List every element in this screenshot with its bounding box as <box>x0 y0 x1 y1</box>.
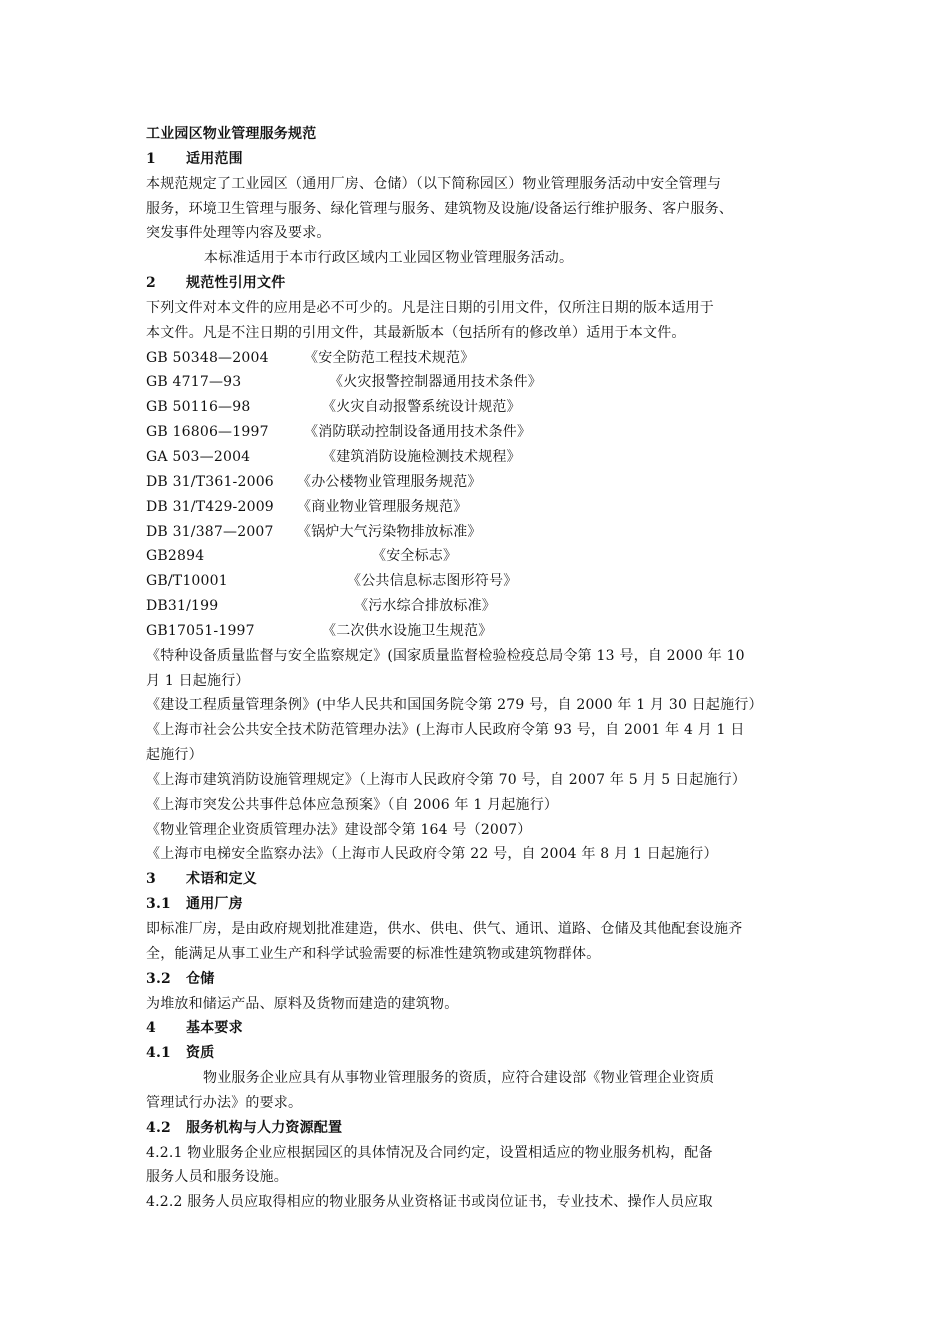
paragraph-line: 服务，环境卫生管理与服务、绿化管理与服务、建筑物及设施/设备运行维护服务、客户服务、 <box>146 200 734 217</box>
regulation-line: 起施行） <box>146 747 203 764</box>
section-number: 3.1 <box>146 896 171 913</box>
reference-item <box>146 346 812 371</box>
document-title: 工业园区物业管理服务规范 <box>146 126 317 142</box>
section-number: 3.2 <box>146 970 171 987</box>
reference-title: 《安全防范工程技术规范》 <box>304 349 475 366</box>
reference-title: 《商业物业管理服务规范》 <box>297 498 468 515</box>
subsection-4-2-heading <box>146 1116 812 1141</box>
reference-title: 《火灾自动报警系统设计规范》 <box>322 399 521 416</box>
reference-code: GB/T10001 <box>146 573 228 590</box>
section-title: 适用范围 <box>186 150 243 167</box>
reference-item <box>146 470 812 495</box>
reference-code: DB 31/T361-2006 <box>146 473 274 490</box>
paragraph-line: 4.2.2 服务人员应取得相应的物业服务从业资格证书或岗位证书，专业技术、操作人员应取 <box>146 1194 713 1211</box>
section-title: 资质 <box>186 1045 215 1062</box>
paragraph-line: 服务人员和服务设施。 <box>146 1169 288 1186</box>
paragraph-line: 突发事件处理等内容及要求。 <box>146 225 331 242</box>
section-title: 仓储 <box>186 970 215 987</box>
reference-code: DB 31/T429-2009 <box>146 498 274 515</box>
paragraph-line: 管理试行办法》的要求。 <box>146 1094 303 1111</box>
reference-code: DB 31/387—2007 <box>146 523 274 540</box>
reference-title: 《消防联动控制设备通用技术条件》 <box>304 424 532 441</box>
regulation-line: 《上海市电梯安全监察办法》（上海市人民政府令第 22 号，自 2004 年 8 月 1 日起施行） <box>146 846 718 863</box>
reference-item <box>146 420 812 445</box>
regulation-line: 《上海市社会公共安全技术防范管理办法》(上海市人民政府令第 93 号，自 2001 年 4 月 1 日 <box>146 722 745 739</box>
paragraph-line: 本文件。凡是不注日期的引用文件，其最新版本（包括所有的修改单）适用于本文件。 <box>146 324 686 341</box>
reference-title: 《火灾报警控制器通用技术条件》 <box>329 374 542 391</box>
regulation-line: 《物业管理企业资质管理办法》建设部令第 164 号（2007） <box>146 821 532 838</box>
reference-code: GB 50348—2004 <box>146 349 269 366</box>
reference-item <box>146 395 812 420</box>
reference-item <box>146 370 812 395</box>
regulation-line: 《建设工程质量管理条例》(中华人民共和国国务院令第 279 号，自 2000 年 1 月 30 日起施行） <box>146 697 763 714</box>
section-number: 4.1 <box>146 1045 171 1062</box>
reference-title: 《公共信息标志图形符号》 <box>347 573 518 590</box>
reference-title: 《锅炉大气污染物排放标准》 <box>297 523 482 540</box>
paragraph-line: 物业服务企业应具有从事物业管理服务的资质，应符合建设部《物业管理企业资质 <box>203 1070 715 1087</box>
regulation-line: 《特种设备质量监督与安全监察规定》(国家质量监督检验检疫总局令第 13 号，自 2000 年 10 <box>146 647 745 664</box>
reference-title: 《污水综合排放标准》 <box>354 598 496 615</box>
reference-code: DB31/199 <box>146 598 219 615</box>
reference-title: 《办公楼物业管理服务规范》 <box>297 473 482 490</box>
paragraph-line: 全，能满足从事工业生产和科学试验需要的标准性建筑物或建筑物群体。 <box>146 945 601 962</box>
section-3-heading <box>146 867 812 892</box>
paragraph-line: 为堆放和储运产品、原料及货物而建造的建筑物。 <box>146 995 459 1012</box>
reference-item <box>146 569 812 594</box>
section-title: 术语和定义 <box>186 871 257 888</box>
reference-title: 《安全标志》 <box>372 548 458 565</box>
reference-item <box>146 520 812 545</box>
reference-title: 《二次供水设施卫生规范》 <box>322 622 493 639</box>
paragraph-line: 即标准厂房，是由政府规划批准建造，供水、供电、供气、通讯、道路、仓储及其他配套设施齐 <box>146 921 743 937</box>
section-2-heading <box>146 271 812 296</box>
section-title: 规范性引用文件 <box>186 275 286 292</box>
regulation-line: 《上海市突发公共事件总体应急预案》（自 2006 年 1 月起施行） <box>146 796 559 813</box>
section-number: 2 <box>146 275 156 292</box>
subsection-3-1-heading <box>146 892 812 917</box>
section-number: 4 <box>146 1020 156 1037</box>
paragraph-line: 下列文件对本文件的应用是必不可少的。凡是注日期的引用文件，仅所注日期的版本适用于 <box>146 299 714 316</box>
reference-item <box>146 445 812 470</box>
reference-code: GA 503—2004 <box>146 448 251 465</box>
reference-code: GB2894 <box>146 548 205 565</box>
reference-item <box>146 495 812 520</box>
reference-item <box>146 619 812 644</box>
regulation-line: 月 1 日起施行） <box>146 672 250 689</box>
reference-code: GB 16806—1997 <box>146 424 269 441</box>
document-page <box>146 122 812 1215</box>
section-number: 4.2 <box>146 1119 171 1136</box>
section-4-heading <box>146 1016 812 1041</box>
reference-item <box>146 544 812 569</box>
subsection-4-1-heading <box>146 1041 812 1066</box>
section-title: 通用厂房 <box>186 896 243 913</box>
regulation-line: 《上海市建筑消防设施管理规定》（上海市人民政府令第 70 号，自 2007 年 5 月 5 日起施行） <box>146 771 747 788</box>
paragraph-line: 4.2.1 物业服务企业应根据园区的具体情况及合同约定，设置相适应的物业服务机构，配备 <box>146 1144 713 1161</box>
reference-code: GB 50116—98 <box>146 399 251 416</box>
reference-code: GB17051-1997 <box>146 622 255 639</box>
section-1-heading <box>146 147 812 172</box>
paragraph-line: 本标准适用于本市行政区域内工业园区物业管理服务活动。 <box>204 250 574 267</box>
reference-item <box>146 594 812 619</box>
reference-title: 《建筑消防设施检测技术规程》 <box>322 448 521 465</box>
section-title: 基本要求 <box>186 1020 243 1037</box>
section-title: 服务机构与人力资源配置 <box>186 1119 343 1136</box>
paragraph-line: 本规范规定了工业园区（通用厂房、仓储）（以下简称园区）物业管理服务活动中安全管理与 <box>146 175 722 192</box>
section-number: 3 <box>146 871 156 888</box>
subsection-3-2-heading <box>146 967 812 992</box>
section-number: 1 <box>146 150 156 167</box>
reference-code: GB 4717—93 <box>146 374 242 391</box>
